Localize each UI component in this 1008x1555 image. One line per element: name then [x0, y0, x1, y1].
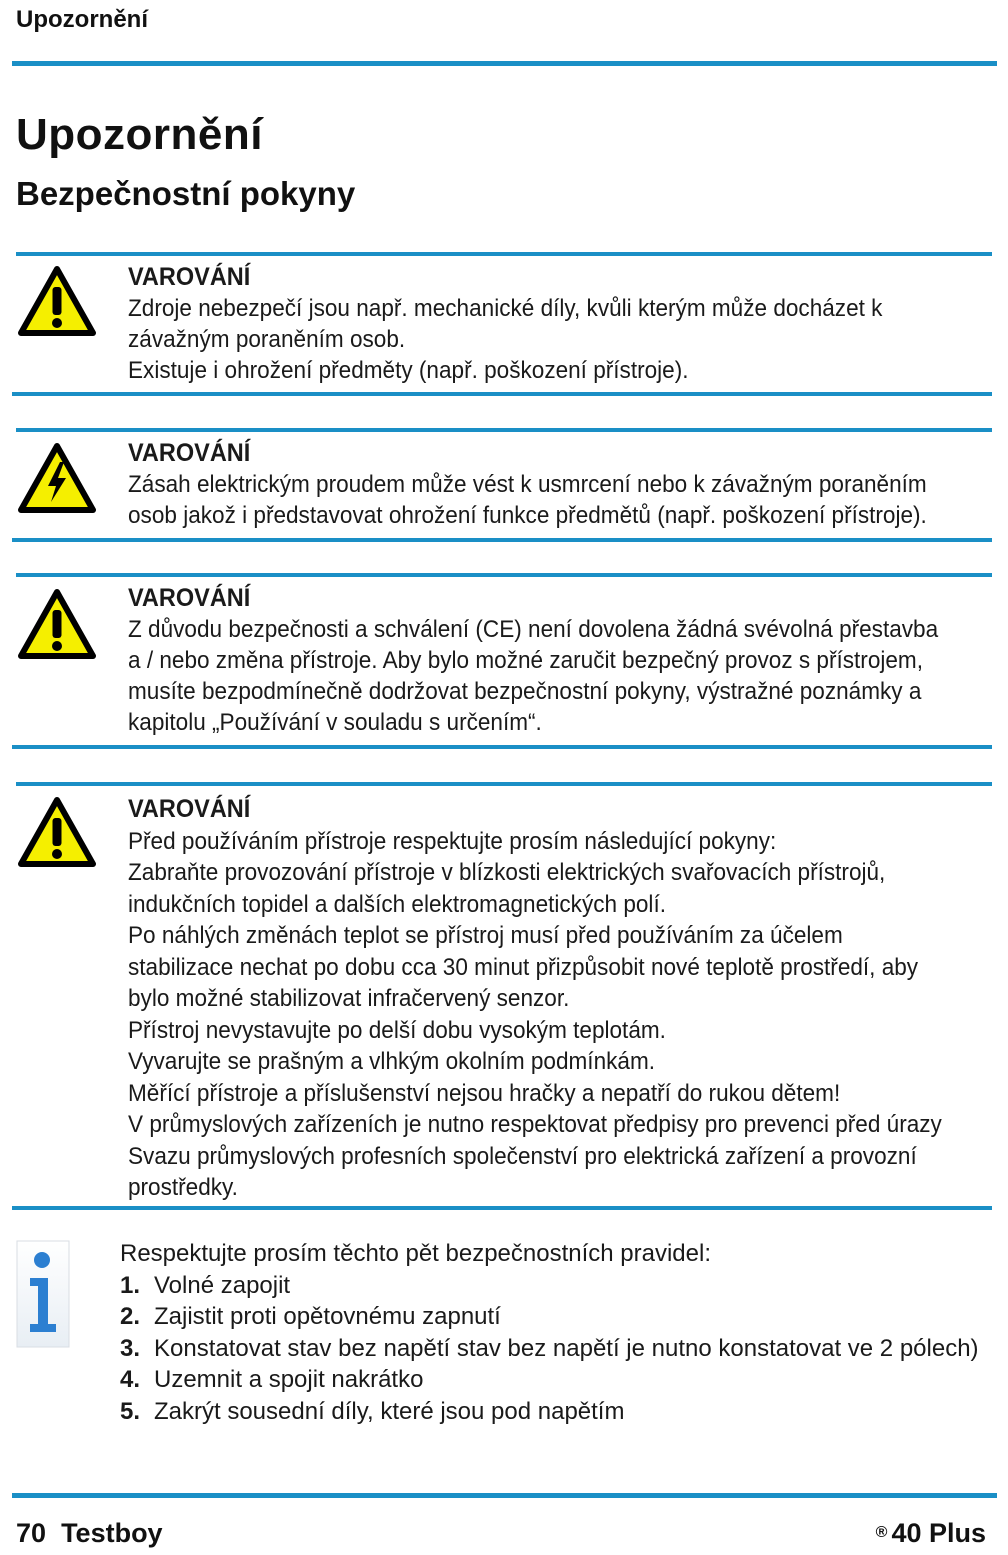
warning-3-text [128, 583, 946, 738]
header-rule [12, 61, 997, 66]
warning-3-top-rule [16, 573, 992, 577]
warning-4-bottom-rule [12, 1206, 992, 1210]
warning-1-title: VAROVÁNÍ [128, 263, 251, 291]
warning-3-line-1: Z důvodu bezpečnosti a schválení (CE) není dovolena žádná svévolná přestavba a / nebo změna přístroje. Aby bylo možné zaručit bezpečný provoz s přístrojem, musíte bezpodmínečně dodržovat bezpečnostní pokyny, výstražné poznámky a kapitolu „Používání v souladu s určením“. [128, 616, 939, 736]
safety-rules-list [120, 1270, 1000, 1428]
warning-triangle-icon [18, 265, 96, 337]
list-item-number: 1. [120, 1271, 141, 1299]
warning-1-top-rule [16, 252, 992, 256]
page-subtitle: Bezpečnostní pokyny [16, 175, 356, 212]
list-item [120, 1301, 1000, 1333]
list-item-text: Zajistit proti opětovnému zapnutí [154, 1303, 501, 1330]
warning-4-top-rule [16, 782, 992, 786]
warning-1-text [128, 262, 946, 386]
warning-2-text [128, 438, 946, 531]
list-item-text: Konstatovat stav bez napětí stav bez napětí je nutno konstatovat ve 2 pólech) [154, 1334, 979, 1362]
registered-mark: ® [875, 1524, 888, 1541]
list-item-text: Volné zapojit [154, 1271, 291, 1299]
list-item-text: Zakrýt sousední díly, které jsou pod napětím [154, 1397, 625, 1425]
footer-model-name: 40 Plus [891, 1518, 986, 1548]
warning-4-line-7: V průmyslových zařízeních je nutno respektovat předpisy pro prevenci před úrazy Svazu průmyslových profesních společenství pro elektrická zařízení a provozní prostředky. [128, 1111, 942, 1201]
warning-4-text [128, 794, 946, 1204]
warning-4-line-5: Vyvarujte se prašným a vlhkým okolním podmínkám. [128, 1048, 656, 1075]
list-item-text: Uzemnit a spojit nakrátko [154, 1366, 424, 1393]
warning-1-line-2: Existuje i ohrožení předměty (např. poškození přístroje). [128, 357, 689, 384]
warning-4-title: VAROVÁNÍ [128, 795, 251, 823]
warning-triangle-icon [18, 796, 96, 868]
footer-rule [12, 1493, 997, 1498]
list-item-number: 3. [120, 1334, 141, 1362]
warning-1-bottom-rule [12, 392, 992, 396]
warning-4-line-3: Po náhlých změnách teplot se přístroj musí před používáním za účelem stabilizace nechat po dobu cca 30 minut přizpůsobit nové teplotě prostředí, aby bylo možné stabilizovat infračervený senzor. [128, 922, 919, 1012]
electric-hazard-icon [18, 442, 96, 514]
list-item-number: 5. [120, 1397, 141, 1425]
list-item [120, 1396, 1000, 1428]
warning-3-title: VAROVÁNÍ [128, 584, 251, 612]
info-intro: Respektujte prosím těchto pět bezpečnostních pravidel: [120, 1240, 711, 1267]
warning-2-line-1: Zásah elektrickým proudem může vést k usmrcení nebo k závažným poraněním osob jakož i představovat ohrožení funkce předmětů (např. poškození přístroje). [128, 471, 927, 529]
warning-4-line-1: Před používáním přístroje respektujte prosím následující pokyny: [128, 827, 777, 855]
list-item-number: 2. [120, 1303, 141, 1330]
footer-product-name: Testboy [61, 1518, 163, 1548]
warning-2-top-rule [16, 428, 992, 432]
warning-2-title: VAROVÁNÍ [128, 439, 251, 467]
footer-page-info [16, 1518, 163, 1549]
page-title: Upozornění [16, 110, 263, 159]
list-item [120, 1364, 1000, 1396]
running-header-title: Upozornění [16, 6, 148, 33]
page-number: 70 [16, 1518, 47, 1548]
info-text [120, 1238, 1000, 1427]
warning-4-line-2: Zabraňte provozování přístroje v blízkosti elektrických svařovacích přístrojů, indukčních topidel a dalších elektromagnetických polí. [128, 859, 886, 918]
warning-4-line-6: Měřící přístroje a příslušenství nejsou hračky a nepatří do rukou dětem! [128, 1079, 841, 1107]
list-item [120, 1270, 1000, 1302]
info-icon [16, 1240, 70, 1348]
list-item [120, 1333, 1000, 1365]
warning-triangle-icon [18, 588, 96, 660]
warning-4-line-4: Přístroj nevystavujte po delší dobu vysokým teplotám. [128, 1016, 666, 1044]
list-item-number: 4. [120, 1366, 141, 1393]
warning-1-line-1: Zdroje nebezpečí jsou např. mechanické díly, kvůli kterým může docházet k závažným poraněním osob. [128, 295, 883, 353]
footer-product-model [876, 1518, 986, 1549]
warning-2-bottom-rule [12, 538, 992, 542]
warning-3-bottom-rule [12, 745, 992, 749]
